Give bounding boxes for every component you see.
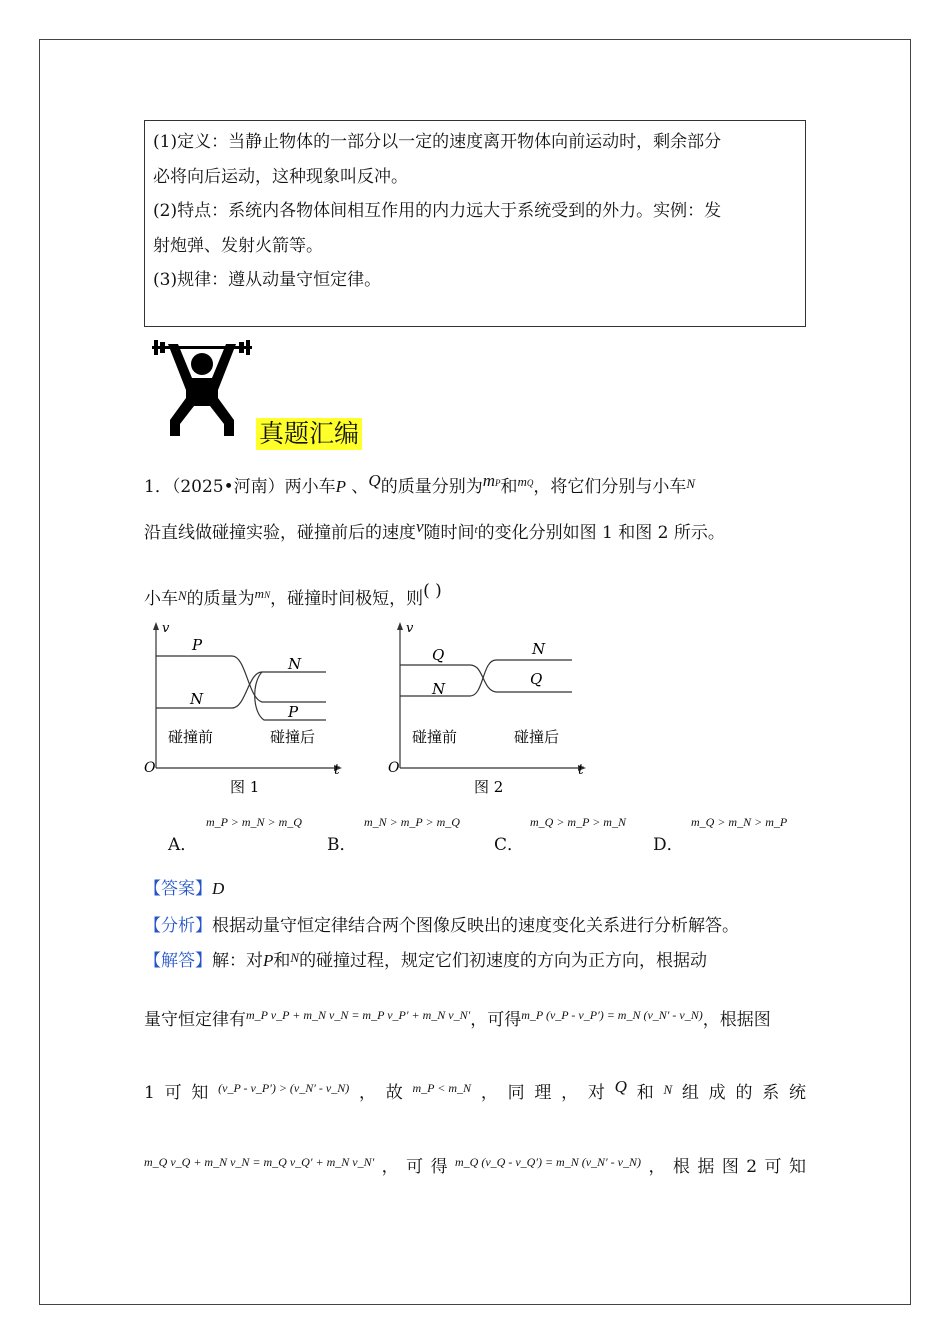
solution-line-3: 1 可 知 (v_P - v_P′) > (v_N′ - v_N) ， 故 m_P < m_N ， 同 理 ， 对 Q 和 N 组 成 的 系 统 (144, 1077, 806, 1103)
equation-3: (v_P - v_P′) > (v_N′ - v_N) (218, 1081, 350, 1095)
analysis-line (144, 911, 806, 936)
var-mP: mP (482, 471, 501, 490)
question-text: 的质量分别为 (380, 477, 483, 497)
option-D[interactable]: D． (653, 835, 684, 855)
label-after: 碰撞后 (270, 728, 316, 746)
question-text: 沿直线做碰撞实验，碰撞前后的速度 (144, 523, 416, 543)
equation-1: m_P v_P + m_N v_N = m_P v_P′ + m_N v_N′ (246, 1008, 471, 1022)
figure-1 (140, 620, 350, 800)
question-text: 的变化分别如图 1 和图 2 所示。 (477, 523, 725, 543)
question-line-1 (144, 472, 695, 497)
definition-line: (1)定义：当静止物体的一部分以一定的速度离开物体向前运动时，剩余部分 (153, 132, 722, 152)
label-Q-before: Q (432, 646, 445, 664)
question-text: 小车 (144, 589, 178, 609)
var-Q: Q (614, 1077, 627, 1096)
label-N-before: N (432, 680, 446, 698)
var-mN: mN (254, 586, 271, 601)
separator: 、 (351, 477, 369, 497)
option-B-expr: m_N > m_P > m_Q (364, 815, 460, 829)
option-B[interactable]: B． (327, 835, 357, 855)
answer-value: D (212, 879, 225, 898)
question-text: 随时间 (423, 523, 475, 543)
axis-v-label: v (162, 621, 170, 636)
figure-2 (384, 620, 594, 800)
option-A[interactable]: A． (168, 835, 198, 855)
analysis-tag: 【分析】 (144, 916, 212, 936)
axis-v-arrow (153, 622, 159, 630)
question-text: 两小车 (284, 477, 336, 497)
question-text: 的质量为 (186, 589, 255, 609)
definition-line: (3)规律：遵从动量守恒定律。 (153, 270, 382, 290)
answer-paren: ( ) (423, 581, 442, 601)
var-N: N (686, 476, 696, 491)
question-line-3 (144, 581, 442, 609)
origin-label: O (144, 760, 156, 776)
definition-line: (2)特点：系统内各物体间相互作用的内力远大于系统受到的外力。实例：发 (153, 201, 722, 221)
var-N: N (178, 588, 187, 603)
var-P: P (263, 951, 274, 970)
question-number: 1． (144, 477, 172, 497)
label-after: 碰撞后 (514, 728, 560, 746)
var-P: P (335, 477, 347, 496)
weightlifter-icon (150, 340, 254, 440)
question-source: （2025•河南） (171, 477, 285, 497)
question-text: 和 (500, 477, 518, 497)
solution-tag: 【解答】 (144, 951, 212, 971)
equation-2: m_P (v_P - v_P′) = m_N (v_N′ - v_N) (521, 1008, 703, 1022)
analysis-text: 根据动量守恒定律结合两个图像反映出的速度变化关系进行分析解答。 (212, 916, 739, 936)
answer-tag: 【答案】 (144, 879, 212, 899)
question-text: ，碰撞时间极短，则 (270, 589, 424, 609)
equation-5: m_Q v_Q + m_N v_N = m_Q v_Q′ + m_N v_N′ (144, 1155, 375, 1169)
label-N-before: N (190, 690, 204, 708)
var-mQ: mQ (517, 474, 534, 489)
definition-line: 射炮弹、发射火箭等。 (153, 235, 323, 256)
var-N: N (663, 1082, 673, 1097)
label-before: 碰撞前 (412, 728, 458, 746)
solution-line-4: m_Q v_Q + m_N v_N = m_Q v_Q′ + m_N v_N′ ， 可 得 m_Q (v_Q - v_Q′) = m_N (v_N′ - v_N) ， 根 据 图 2 可 知 (144, 1155, 806, 1177)
solution-line-1: 【解答】解：对P和$^N$的碰撞过程，规定它们初速度的方向为正方向，根据动 (144, 950, 708, 971)
equation-4: m_P < m_N (412, 1081, 472, 1095)
option-A-expr: m_P > m_N > m_Q (206, 815, 302, 829)
solution-line-2: 量守恒定律有$^{m\_P v\_P + m\_N v\_N = m\_P v\_P' + m\_N v\_N'}$，可得$^{m\_P (v\_P - v\_P') = m\_N (v\_N' - v\_N)}$，根据图 (144, 1008, 771, 1030)
section-title: 真题汇编 (256, 418, 362, 450)
label-Q-after: Q (530, 670, 543, 688)
definition-box (144, 120, 806, 327)
label-N-after: N (532, 640, 546, 658)
axis-t-label: t (334, 762, 340, 778)
var-N: N (290, 950, 300, 965)
option-C[interactable]: C． (494, 835, 525, 855)
label-P-before: P (192, 636, 203, 654)
option-D-expr: m_Q > m_N > m_P (691, 815, 788, 829)
axis-v-arrow (397, 622, 403, 630)
label-P-after: P (288, 703, 299, 721)
label-before: 碰撞前 (168, 728, 214, 746)
figure-caption: 图 1 (230, 778, 260, 796)
question-line-2 (144, 518, 725, 543)
option-C-expr: m_Q > m_P > m_N (530, 815, 626, 829)
axis-t-label: t (578, 762, 584, 778)
var-v: v (416, 517, 424, 536)
definition-line: 必将向后运动，这种现象叫反冲。 (153, 166, 408, 187)
equation-6: m_Q (v_Q - v_Q′) = m_N (v_N′ - v_N) (455, 1155, 641, 1169)
origin-label: O (388, 760, 400, 776)
label-N-after: N (288, 655, 302, 673)
var-Q: Q (368, 471, 381, 490)
figure-caption: 图 2 (474, 778, 504, 796)
question-text: ，将它们分别与小车 (533, 477, 687, 497)
axis-v-label: v (406, 621, 414, 636)
var-t: t (474, 524, 478, 536)
answer-line (144, 874, 806, 899)
